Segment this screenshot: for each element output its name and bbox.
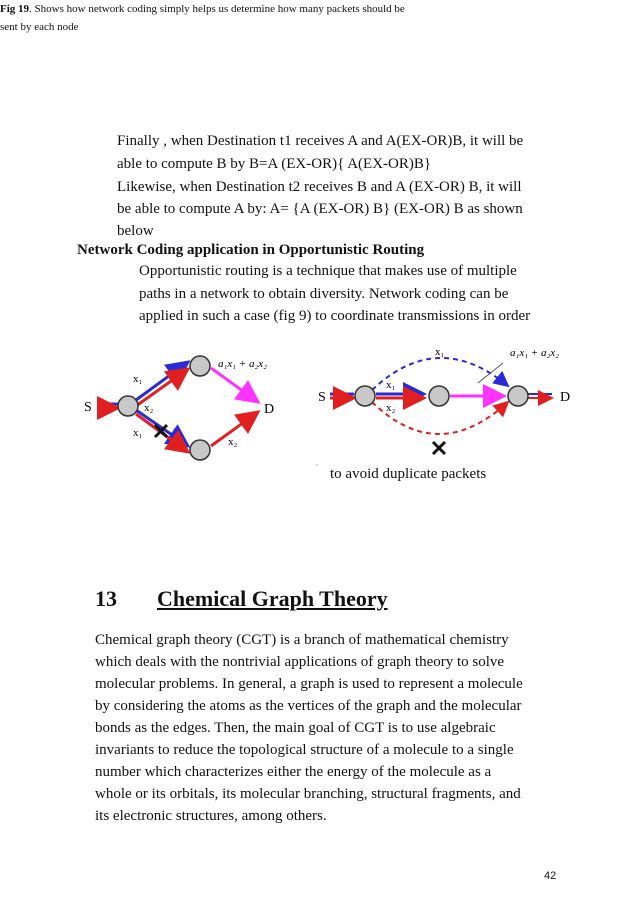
dest-label: D [264,402,275,417]
text-line: number which characterizes either the energy of the molecule as a [95,764,492,780]
x1-label: x₁ [133,427,143,439]
left-diagram [84,356,274,460]
x2-label: x₂ [228,436,238,448]
section-heading: Network Coding application in Opportunistic Routing [77,242,425,258]
source-label: S [84,400,92,415]
text-line: which deals with the nontrivial applications of graph theory to solve [95,654,505,670]
text-line: molecular problems. In general, a graph is used to represent a molecule [95,676,523,692]
caption-label: Fig 19 [0,3,30,15]
text-line: whole or its orbitals, its molecular branching, structural fragments, and [95,786,521,802]
chapter-title: Chemical Graph Theory [157,586,388,611]
edge [211,368,258,402]
x2-label: x₂ [144,402,154,414]
text-line: paths in a network to obtain diversity. Network coding can be [139,286,509,302]
page-number: 42 [544,870,557,882]
text-line: Chemical graph theory (CGT) is a branch of mathematical chemistry [95,632,509,648]
x1-label: x₁ [386,379,396,391]
text-line: be able to compute A by: A= {A (EX-OR) B} (EX-OR) B as shown [117,201,523,217]
caption-text: sent by each node [0,21,79,33]
continuation-text: to avoid duplicate packets [330,466,487,482]
network-coding-figure [78,338,578,473]
figure-caption [0,0,638,18]
edge [136,362,188,400]
cross-mark [433,442,445,454]
source-label: S [318,390,326,405]
coded-label: a₁x₁ + a₂x₂ [510,347,559,359]
node [190,440,210,460]
caption-text: . Shows how network coding simply helps us determine how many packets should be [29,3,405,15]
coded-label: a₁x₁ + a₂x₂ [218,358,267,370]
node [190,356,210,376]
dest-label: D [560,390,571,405]
x2-label: x₂ [386,402,396,414]
node [355,386,375,406]
text-line: invariants to reduce the topological structure of a molecule to a single [95,742,514,758]
text-line: by considering the atoms as the vertices of the graph and the molecular [95,698,522,714]
text-line: below [117,223,154,239]
small-mark: , [316,458,318,467]
node [429,386,449,406]
pointer-line [478,363,503,383]
text-line: its electronic structures, among others. [95,808,327,824]
text-line: able to compute B by B=A (EX-OR){ A(EX-OR)B} [117,156,432,172]
node [118,396,138,416]
text-line: Finally , when Destination t1 receives A and A(EX-OR)B, it will be [117,133,524,149]
text-line: applied in such a case (fig 9) to coordinate transmissions in order [139,308,531,324]
right-diagram [318,346,570,454]
text-line: Opportunistic routing is a technique that makes use of multiple [139,263,517,279]
text-line: bonds as the edges. Then, the main goal of CGT is to use algebraic [95,720,496,736]
text-line: Likewise, when Destination t2 receives B and A (EX-OR) B, it will [117,179,522,195]
node [508,386,528,406]
x1-label: x₁ [435,346,445,358]
x1-label: x₁ [133,373,143,385]
chapter-number: 13 [95,586,117,611]
edge [136,369,188,406]
